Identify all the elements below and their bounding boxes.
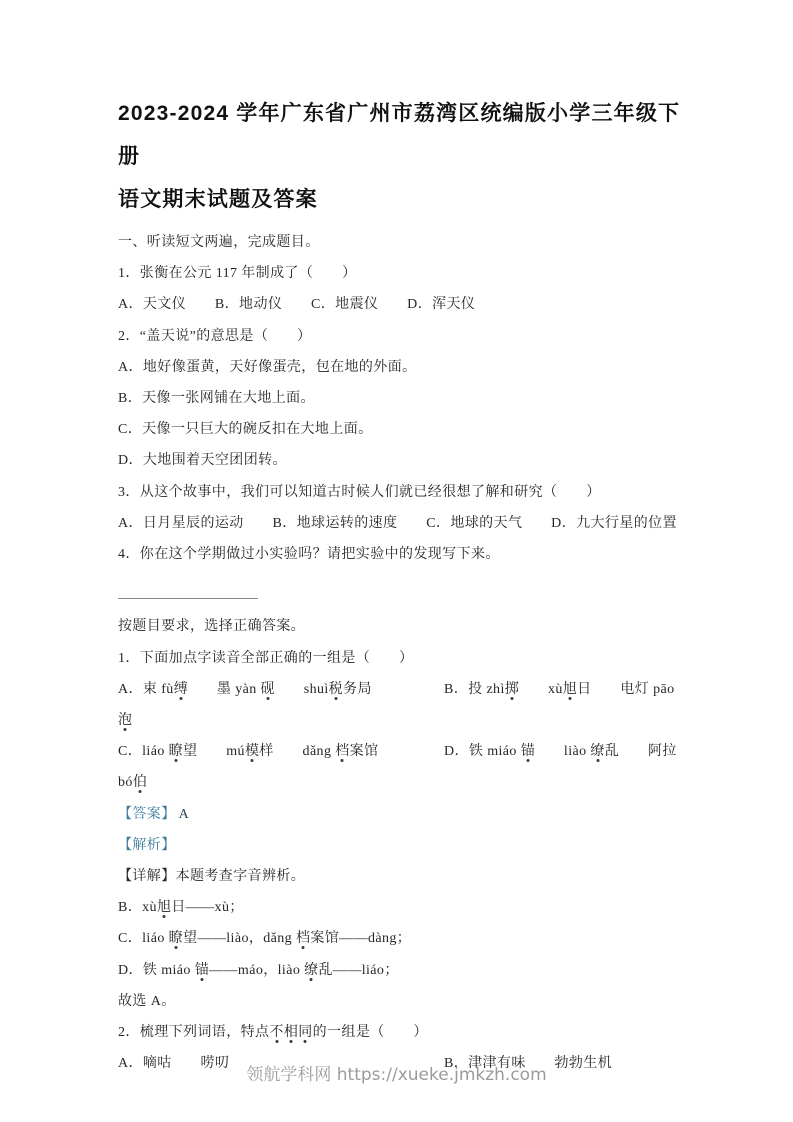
emphasis-dot-char: 砚 <box>260 681 275 697</box>
section2-question-1: 1．下面加点字读音全部正确的一组是（ ） <box>118 650 414 666</box>
document-title <box>118 92 683 221</box>
detail-item-d: D．铁 miáo 锚——máo，liào 缭乱——liáo； <box>118 962 399 978</box>
question-1-options: A．天文仪 B．地动仪 C．地震仪 D．浑天仪 <box>118 297 476 313</box>
emphasis-dot-char: 不 <box>269 1025 284 1041</box>
question-2: 2．“盖天说”的意思是（ ） <box>118 328 312 344</box>
emphasis-dot-char: 相 <box>283 1025 299 1041</box>
section-1-heading: 一、听读短文两遍，完成题目。 <box>118 235 320 250</box>
emphasis-dot-char: 锚 <box>194 962 210 978</box>
detail-item-b: B．xù旭日——xù； <box>118 900 244 916</box>
watermark-site-name: 领航学科网 <box>246 1065 332 1085</box>
question-4: 4．你在这个学期做过小实验吗？请把实验中的发现写下来。 <box>118 547 500 563</box>
question-2-option-c: C．天像一只巨大的碗反扣在大地上面。 <box>118 422 373 438</box>
emphasis-dot-char: 档 <box>335 744 350 760</box>
answer-label: 【答案】 <box>118 806 176 822</box>
question-3: 3．从这个故事中，我们可以知道古时候人们就已经很想了解和研究（ ） <box>118 484 601 500</box>
answer-blank-line <box>118 580 683 611</box>
emphasis-dot-char: 同 <box>298 1025 313 1041</box>
section-2-heading: 按题目要求，选择正确答案。 <box>118 619 306 635</box>
analysis-line <box>118 830 683 861</box>
emphasis-dot-char: 掷 <box>504 681 520 697</box>
question-2-option-d: D．大地围着天空团团转。 <box>118 453 287 469</box>
title-line-2: 语文期末试题及答案 <box>118 188 318 211</box>
watermark-url: https://xueke.jmkzh.com <box>336 1065 547 1085</box>
question-3-options: A．日月星辰的运动 B．地球运转的速度 C．地球的天气 D．九大行星的位置 <box>118 515 677 531</box>
blank-underline <box>118 583 258 599</box>
section2-question-2: 2．梳理下列词语，特点不相同的一组是（ ） <box>118 1025 428 1041</box>
option-left: A．嘀咕 唠叨 <box>118 1056 230 1072</box>
detail-line: 【详解】本题考查字音辨析。 <box>118 869 306 885</box>
emphasis-dot-char: 档 <box>295 931 311 947</box>
emphasis-dot-char: 旭 <box>562 681 578 697</box>
title-line-1: 2023-2024 学年广东省广州市荔湾区统编版小学三年级下册 <box>118 102 681 168</box>
option-left: C．liáo 瞭望 mú模样 dǎng 档案馆 <box>118 744 379 760</box>
emphasis-dot-char: 缚 <box>173 681 189 697</box>
option-row <box>118 736 683 767</box>
emphasis-dot-char: 税 <box>328 681 344 697</box>
emphasis-dot-char: 模 <box>244 744 260 760</box>
watermark-footer <box>0 1060 793 1090</box>
answer-label: 【解析】 <box>118 837 176 853</box>
emphasis-dot-char: 锚 <box>520 744 536 760</box>
emphasis-dot-char: 旭 <box>156 900 172 916</box>
document-body <box>118 227 683 1079</box>
emphasis-dot-char: 伯 <box>132 775 148 791</box>
option-d-wrap: bó伯 <box>118 775 148 791</box>
option-right: D．铁 miáo 锚 liào 缭乱 阿拉 <box>444 744 677 760</box>
option-row <box>118 674 683 705</box>
detail-item-c: C．liáo 瞭望——liào，dǎng 档案馆——dàng； <box>118 931 412 947</box>
answer-value: A <box>178 806 190 822</box>
emphasis-dot-char: 缭 <box>304 962 319 978</box>
conclusion-line: 故选 A。 <box>118 993 176 1009</box>
option-right: B．津津有味 勃勃生机 <box>444 1056 613 1072</box>
emphasis-dot-char: 缭 <box>590 744 605 760</box>
question-2-option-a: A．地好像蛋黄，天好像蛋壳，包在地的外面。 <box>118 359 417 375</box>
emphasis-dot-char: 瞭 <box>168 931 184 947</box>
emphasis-dot-char: 泡 <box>118 713 133 729</box>
question-2-option-b: B．天像一张网铺在大地上面。 <box>118 391 315 407</box>
answer-value <box>176 838 179 853</box>
answer-line <box>118 799 683 830</box>
option-left: A．束 fù缚 墨 yàn 砚 shuì税务局 <box>118 681 372 697</box>
emphasis-dot-char: 瞭 <box>168 744 184 760</box>
option-right: B．投 zhì掷 xù旭日 电灯 pāo <box>444 681 675 697</box>
question-1: 1．张衡在公元 117 年制成了（ ） <box>118 266 357 282</box>
option-b-wrap <box>118 705 683 736</box>
